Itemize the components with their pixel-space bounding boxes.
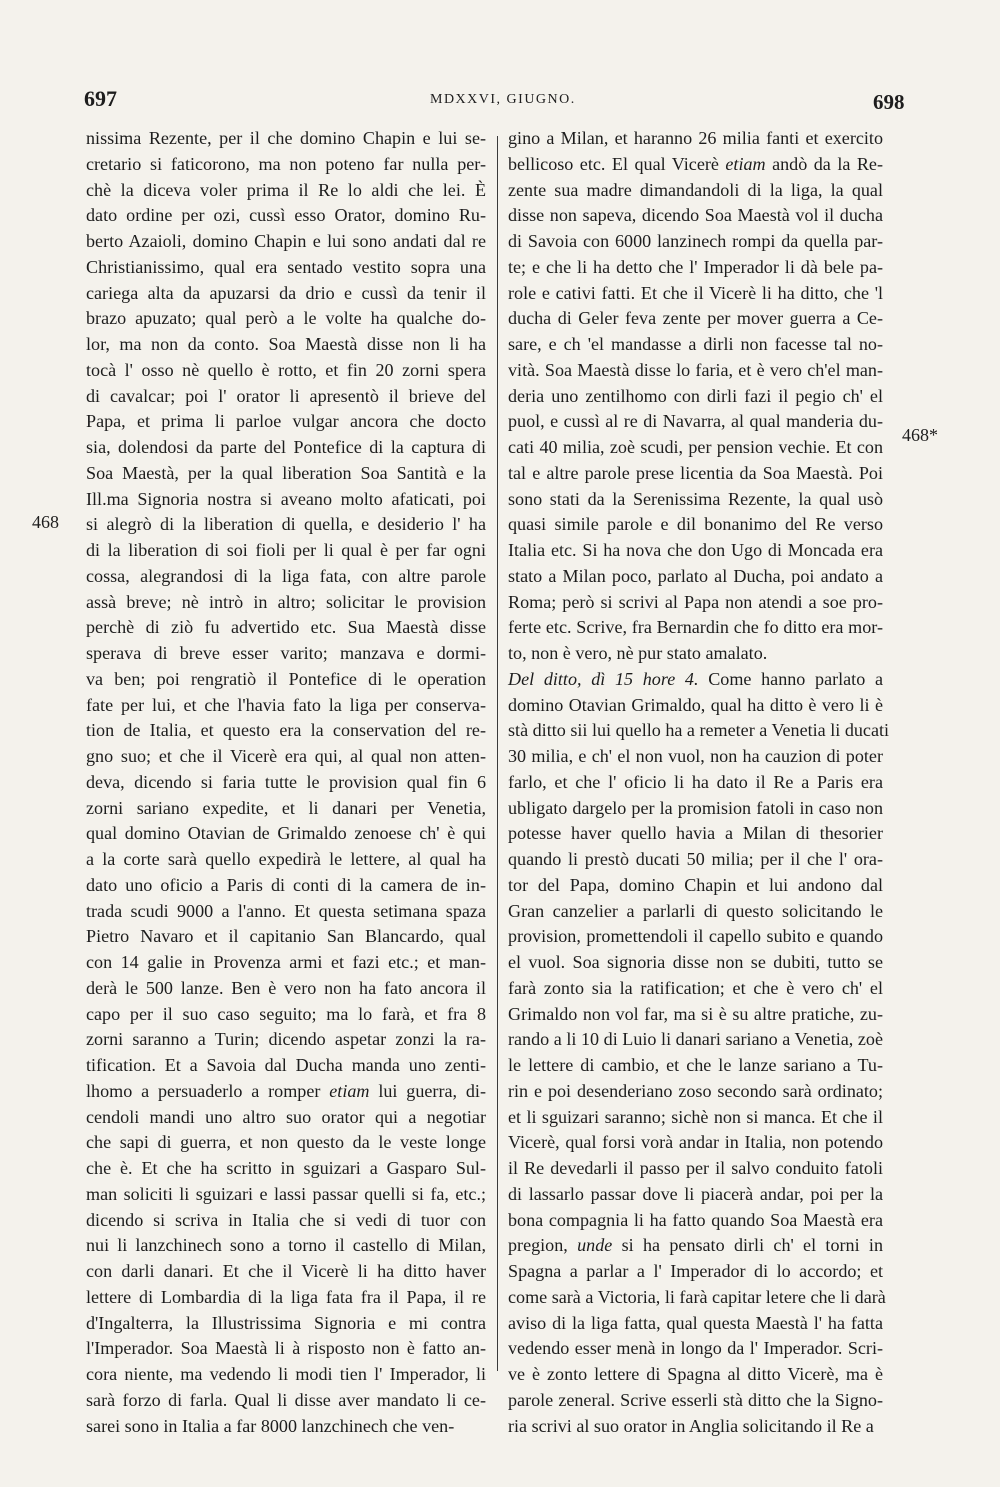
- right-column: [508, 126, 890, 1439]
- text-line: stato a Milan poco, parlato al Ducha, poi andato a: [508, 565, 883, 586]
- text-line: qual domino Otavian de Grimaldo zenoese ch' è qui: [86, 823, 486, 844]
- text-line: pregion, unde si ha pensato dirli ch' el torni in: [508, 1235, 883, 1256]
- text-line: con 14 galie in Provenza armi et fazi etc.; et man-: [86, 952, 486, 972]
- text-line: farà zonto sia la ratification; et che è vero ch' el: [508, 977, 883, 998]
- text-line: lettere di Lombardia di la liga fata fra il Papa, il re: [86, 1286, 486, 1307]
- text-line: il Re devedarli il passo per il salvo conduito fatoli: [508, 1158, 883, 1178]
- text-line: puol, e cussì al re di Navarra, al qual manderia du-: [508, 411, 883, 432]
- text-line: quasi simile parole e dil bonanimo del Re verso: [508, 514, 883, 535]
- text-line: Christianissimo, qual era sentado vestito sopra una: [86, 256, 486, 277]
- text-line: deva, dicendo si faria tutte le provision qual fin 6: [86, 771, 486, 792]
- text-line: te; e che li ha detto che l' Imperador li dà bele pa-: [508, 256, 883, 277]
- text-line: stà ditto sii lui quello ha a remeter a Venetia li ducati: [508, 720, 890, 741]
- text-line: sia, dolendosi da parte del Pontefice di la captura di: [86, 437, 486, 457]
- text-line: Gran canzelier a parlarli di questo solicitando le: [508, 900, 883, 921]
- text-line: le lettere di cambio, et che le lanze sariano a Tu-: [508, 1055, 883, 1075]
- text-line: nissima Rezente, per il che domino Chapin e lui se-: [86, 128, 486, 148]
- text-line: 30 milia, e ch' el non vuol, non ha cauzion di poter: [508, 746, 883, 766]
- left-column: [86, 126, 486, 1439]
- text-line: Del ditto, dì 15 hore 4. Come hanno parlato a: [508, 668, 883, 689]
- text-line: tion de Italia, et questo era la conservation del re-: [86, 720, 486, 741]
- text-line: di Savoia con 6000 lanzinech rompi da quella par-: [508, 231, 883, 251]
- text-line: Italia etc. Si ha nova che don Ugo di Moncada era: [508, 540, 883, 560]
- text-line: Pietro Navaro et il capitanio San Blancardo, qual: [86, 926, 486, 947]
- page-header: [0, 86, 1000, 120]
- text-line: dicendo si scriva in Italia che si vedi di tuor con: [86, 1209, 486, 1230]
- text-line: sperava di breve esser varito; manzava e dormi-: [86, 643, 486, 663]
- text-line: vità. Soa Maestà disse lo faria, et è vero ch'el man-: [508, 359, 883, 380]
- text-line: ubligato dargelo per la promision fatoli in caso non: [508, 797, 883, 818]
- text-line: sarei sono in Italia a far 8000 lanzchinech che ven-: [86, 1415, 455, 1436]
- text-line: farlo, et che l' oficio li ha dato il Re a Paris era: [508, 771, 883, 792]
- margin-note-right: 468*: [902, 425, 938, 445]
- running-head: MDXXVI, GIUGNO.: [430, 92, 576, 107]
- text-line: Ill.ma Signoria nostra si aveano molto afaticati, poi: [86, 488, 486, 509]
- text-line: quando li prestò ducati 50 milia; per il che l' ora-: [508, 849, 883, 869]
- text-line: assà breve; nè intrò in altro; solicitar le provision: [86, 591, 486, 612]
- text-line: cariega alta da apuzarsi da drio e cussì da tenir il: [86, 282, 486, 303]
- text-line: tor del Papa, domino Chapin et lui andono dal: [508, 874, 883, 895]
- text-line: potesse haver quello havia a Milan di thesorier: [508, 823, 883, 844]
- text-line: ducha di Geler feva zente per mover guerra a Ce-: [508, 308, 883, 329]
- text-line: dato ordine per ozi, cussì esso Orator, domino Ru-: [86, 205, 486, 226]
- text-line: cossa, alegrandosi di la liga fata, con altre parole: [86, 565, 486, 586]
- text-line: deria uno zentilhomo con dirli fazi il pegio ch' el: [508, 385, 883, 406]
- text-line: Spagna a parlar a l' Imperador di lo accordo; et: [508, 1261, 883, 1281]
- text-line: d'Ingalterra, la Illustrissima Signoria e mi contra: [86, 1312, 486, 1333]
- text-line: brazo apuzato; qual però a le volte ha qualche do-: [86, 308, 486, 329]
- text-line: Papa, et prima li parloe vulgar ancora che docto: [86, 411, 486, 432]
- text-line: zente sua madre dimandandoli di la liga, la qual: [508, 179, 883, 200]
- text-line: lhomo a persuaderlo a romper etiam lui guerra, di-: [86, 1080, 486, 1101]
- text-line: chè la diceva voler prima il Re lo aldi che lei. È: [86, 179, 486, 200]
- text-line: et li sguizari saranno; sichè non si manca. Et che il: [508, 1106, 883, 1127]
- text-line: provision, promettendoli il capello subito e quando: [508, 926, 883, 947]
- text-line: Vicerè, qual forsi vorà andar in Italia, non potendo: [508, 1132, 883, 1153]
- text-line: cendoli mandi uno altro suo orator qui a negotiar: [86, 1106, 486, 1127]
- text-line: si alegrò di la liberation di quella, e desiderio l' ha: [86, 514, 486, 535]
- text-line: ve è zonto lettere di Spagna al ditto Vicerè, ma è: [508, 1364, 883, 1384]
- text-line: tal e altre parole prese licentia da Soa Maestà. Poi: [508, 462, 883, 483]
- text-line: sarà forzo di farla. Qual li disse aver mandato li ce-: [86, 1389, 486, 1410]
- text-line: che sapi di guerra, et non questo da le veste longe: [86, 1132, 486, 1153]
- text-line: con darli danari. Et che il Vicerè li ha ditto haver: [86, 1261, 486, 1281]
- column-divider: [497, 136, 498, 1371]
- text-line: sare, e ch 'el mandasse a dirli non facesse tal no-: [508, 334, 883, 354]
- text-line: tocà l' osso nè quello è rotto, et fin 20 zorni spera: [86, 359, 486, 380]
- text-line: nui li lanzchinech sono a torno il castello di Milan,: [86, 1235, 486, 1256]
- text-line: di la liberation di soi fioli per li qual è per far ogni: [86, 540, 486, 560]
- text-line: parole zeneral. Scrive esserli stà ditto che la Signo-: [508, 1389, 883, 1410]
- text-line: cretario si faticorono, ma non poteno far nulla per-: [86, 153, 486, 174]
- text-line: come sarà a Victoria, li farà capitar letere che li darà: [508, 1286, 886, 1307]
- text-line: gno suo; et che il Vicerè era qui, al qual non atten-: [86, 746, 486, 766]
- left-page-number: 697: [84, 86, 117, 111]
- text-line: l'Imperador. Soa Maestà li à risposto non è fatto an-: [86, 1338, 486, 1359]
- text-line: role e cativi fatti. Et che il Vicerè li ha ditto, che 'l: [508, 282, 883, 303]
- text-line: cati 40 milia, zoè scudi, per pension vechie. Et con: [508, 437, 883, 457]
- text-line: di cavalcar; poi l' orator li apresentò il brieve del: [86, 385, 486, 406]
- text-line: dato uno oficio a Paris di conti di la camera de in-: [86, 874, 486, 895]
- text-line: lor, ma non da conto. Soa Maestà disse non li ha: [86, 334, 486, 354]
- text-line: bellicoso etc. El qual Vicerè etiam andò da la Re-: [508, 153, 883, 174]
- text-line: bona compagnia li ha fatto quando Soa Maestà era: [508, 1209, 883, 1230]
- text-line: a la corte sarà quello expedirà le lettere, al qual ha: [86, 849, 486, 869]
- text-line: cora niente, ma vedendo li modi tien l' Imperador, li: [86, 1364, 486, 1384]
- text-line: man soliciti li sguizari e lassi passar quelli si fa, etc.;: [86, 1183, 486, 1204]
- text-line: zorni sariano expedite, et li danari per Venetia,: [86, 797, 486, 818]
- text-line: fate per lui, et che l'havia fato la liga per conserva-: [86, 694, 486, 715]
- text-line: rando a li 10 di Luio li danari sariano a Venetia, zoè: [508, 1029, 883, 1050]
- text-line: tification. Et a Savoia dal Ducha manda uno zenti-: [86, 1055, 486, 1075]
- text-line: to, non è vero, nè pur stato amalato.: [508, 643, 768, 663]
- text-line: gino a Milan, et haranno 26 milia fanti et exercito: [508, 128, 883, 148]
- text-line: el vuol. Soa signoria disse non se dubiti, tutto se: [508, 952, 883, 972]
- text-line: sono stati da la Serenissima Rezente, la qual usò: [508, 488, 883, 509]
- text-line: Soa Maestà, per la qual liberation Soa Santità e la: [86, 462, 486, 483]
- text-line: capo per il suo caso seguito; ma lo farà, et fra 8: [86, 1003, 486, 1024]
- text-line: berto Azaioli, domino Chapin e lui sono andati dal re: [86, 231, 486, 251]
- text-line: derà le 500 lanze. Ben è vero non ha fato ancora il: [86, 977, 486, 998]
- text-line: perchè di ziò fu advertido etc. Sua Maestà disse: [86, 617, 486, 638]
- text-line: Grimaldo non vol far, ma si è su altre pratiche, zu-: [508, 1003, 883, 1024]
- text-line: di lassarlo passar dove li piacerà andar, poi per la: [508, 1183, 883, 1204]
- text-line: va ben; poi rengratiò il Pontefice di le operation: [86, 668, 486, 689]
- text-line: rin e poi desenderiano zoso secondo sarà ordinato;: [508, 1080, 883, 1101]
- text-line: che è. Et che ha scritto in sguizari a Gasparo Sul-: [86, 1158, 486, 1178]
- text-line: disse non sapeva, dicendo Soa Maestà vol il ducha: [508, 205, 883, 226]
- text-line: ferte etc. Scrive, fra Bernardin che fo ditto era mor-: [508, 617, 883, 638]
- text-line: zorni saranno a Turin; dicendo aspetar zonzi la ra-: [86, 1029, 486, 1050]
- text-line: domino Otavian Grimaldo, qual ha ditto è vero li è: [508, 694, 883, 715]
- text-line: ria scrivi al suo orator in Anglia solicitando il Re a: [508, 1415, 874, 1436]
- text-line: vedendo esser menà in longo da l' Imperador. Scri-: [508, 1338, 883, 1359]
- right-page-number: 698: [873, 90, 905, 114]
- margin-note-left: 468: [32, 512, 59, 532]
- text-line: aviso di la liga fatta, qual questa Maestà l' ha fatta: [508, 1312, 883, 1333]
- text-line: Roma; però si scrivi al Papa non atendi a soe pro-: [508, 591, 883, 612]
- text-line: trada scudi 9000 a l'anno. Et questa setimana spaza: [86, 900, 486, 921]
